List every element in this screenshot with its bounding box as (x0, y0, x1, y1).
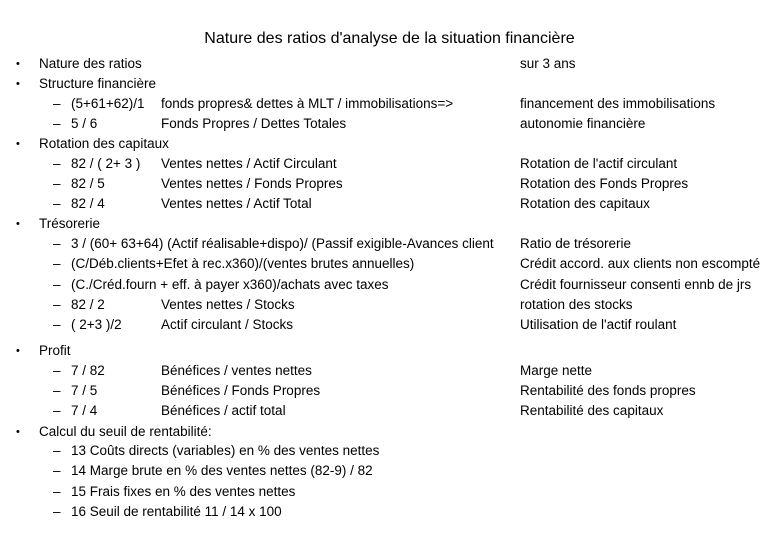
bullet-icon: • (16, 345, 20, 357)
list-item (0, 114, 779, 134)
ratio-description: Ventes nettes / Stocks (161, 297, 295, 312)
ratio-name: Rotation de l'actif circulant (520, 156, 678, 171)
ratio-formula: 3 / (60+ 63+64) (Actif réalisable+dispo)/ (Passif exigible-Avances client (71, 236, 494, 251)
ratio-name: Utilisation de l'actif roulant (520, 317, 677, 332)
list-item (0, 275, 779, 295)
list-item (0, 441, 779, 461)
ratio-formula: 82 / ( 2+ 3 ) (71, 156, 141, 171)
ratio-formula: 82 / 5 (71, 176, 105, 191)
section-row (0, 54, 779, 74)
ratio-name: Crédit accord. aux clients non escompté (520, 256, 761, 271)
section-label: Rotation des capitaux (39, 136, 169, 151)
ratio-description: Ventes nettes / Actif Total (161, 196, 312, 211)
list-item (0, 502, 779, 522)
dash-icon: – (53, 277, 61, 292)
list-item (0, 315, 779, 335)
ratio-formula: (C/Déb.clients+Efet à rec.x360)/(ventes brutes annuelles) (71, 256, 415, 271)
bullet-icon: • (16, 78, 20, 90)
dash-icon: – (53, 297, 61, 312)
ratio-name: rotation des stocks (520, 297, 633, 312)
dash-icon: – (53, 363, 61, 378)
ratio-formula: 82 / 2 (71, 297, 105, 312)
ratio-description: fonds propres& dettes à MLT / immobilisations=> (161, 96, 454, 111)
list-item (0, 295, 779, 315)
section-row (0, 341, 779, 361)
ratio-formula: 16 Seuil de rentabilité 11 / 14 x 100 (71, 504, 282, 519)
ratio-description: Actif circulant / Stocks (161, 317, 294, 332)
section-row (0, 214, 779, 234)
ratio-formula: 7 / 5 (71, 383, 98, 398)
dash-icon: – (53, 96, 61, 111)
list-item (0, 234, 779, 254)
list-item (0, 401, 779, 421)
dash-icon: – (53, 463, 61, 478)
list-item (0, 482, 779, 502)
list-item (0, 154, 779, 174)
section-label: Nature des ratios (39, 56, 142, 71)
ratio-name: Rotation des Fonds Propres (520, 176, 689, 191)
ratio-name: Marge nette (520, 363, 593, 378)
list-item (0, 194, 779, 214)
section-label: Profit (39, 343, 71, 358)
dash-icon: – (53, 156, 61, 171)
ratio-name: Rentabilité des capitaux (520, 403, 664, 418)
section-label: Calcul du seuil de rentabilité: (39, 424, 212, 439)
section-row (0, 74, 779, 94)
ratio-formula: ( 2+3 )/2 (71, 317, 122, 332)
ratio-formula: 5 / 6 (71, 116, 98, 131)
dash-icon: – (53, 176, 61, 191)
dash-icon: – (53, 484, 61, 499)
dash-icon: – (53, 317, 61, 332)
dash-icon: – (53, 403, 61, 418)
ratio-description: Fonds Propres / Dettes Totales (161, 116, 347, 131)
ratio-formula: 7 / 4 (71, 403, 98, 418)
ratio-formula: 14 Marge brute en % des ventes nettes (82-9) / 82 (71, 463, 373, 478)
ratio-name: Rotation des capitaux (520, 196, 650, 211)
dash-icon: – (53, 196, 61, 211)
section-right-label: sur 3 ans (520, 56, 576, 71)
list-item (0, 174, 779, 194)
ratio-name: Ratio de trésorerie (520, 236, 632, 251)
page-title: Nature des ratios d'analyse de la situation financière (204, 30, 575, 47)
list-item (0, 461, 779, 481)
dash-icon: – (53, 383, 61, 398)
section-row (0, 134, 779, 154)
ratio-description: Ventes nettes / Fonds Propres (161, 176, 343, 191)
ratio-description: Ventes nettes / Actif Circulant (161, 156, 337, 171)
ratio-formula: (C./Créd.fourn + eff. à payer x360)/achats avec taxes (71, 277, 389, 292)
dash-icon: – (53, 256, 61, 271)
bullet-icon: • (16, 426, 20, 438)
ratio-description: Bénéfices / Fonds Propres (161, 383, 321, 398)
dash-icon: – (53, 504, 61, 519)
ratio-formula: 13 Coûts directs (variables) en % des ventes nettes (71, 443, 380, 458)
ratio-name: autonomie financière (520, 116, 646, 131)
bullet-icon: • (16, 218, 20, 230)
ratio-name: financement des immobilisations (520, 96, 716, 111)
bullet-icon: • (16, 138, 20, 150)
ratio-formula: (5+61+62)/1 (71, 96, 145, 111)
bullet-icon: • (16, 58, 20, 70)
ratio-formula: 7 / 82 (71, 363, 105, 378)
list-item (0, 254, 779, 274)
list-item (0, 381, 779, 401)
ratio-formula: 15 Frais fixes en % des ventes nettes (71, 484, 296, 499)
ratio-formula: 82 / 4 (71, 196, 105, 211)
section-row (0, 422, 779, 442)
section-label: Trésorerie (39, 216, 101, 231)
dash-icon: – (53, 116, 61, 131)
ratio-name: Crédit fournisseur consenti ennb de jrs (520, 277, 752, 292)
dash-icon: – (53, 443, 61, 458)
ratio-description: Bénéfices / ventes nettes (161, 363, 312, 378)
list-item (0, 94, 779, 114)
dash-icon: – (53, 236, 61, 251)
section-label: Structure financière (39, 76, 157, 91)
ratio-description: Bénéfices / actif total (161, 403, 286, 418)
list-item (0, 361, 779, 381)
ratio-name: Rentabilité des fonds propres (520, 383, 696, 398)
